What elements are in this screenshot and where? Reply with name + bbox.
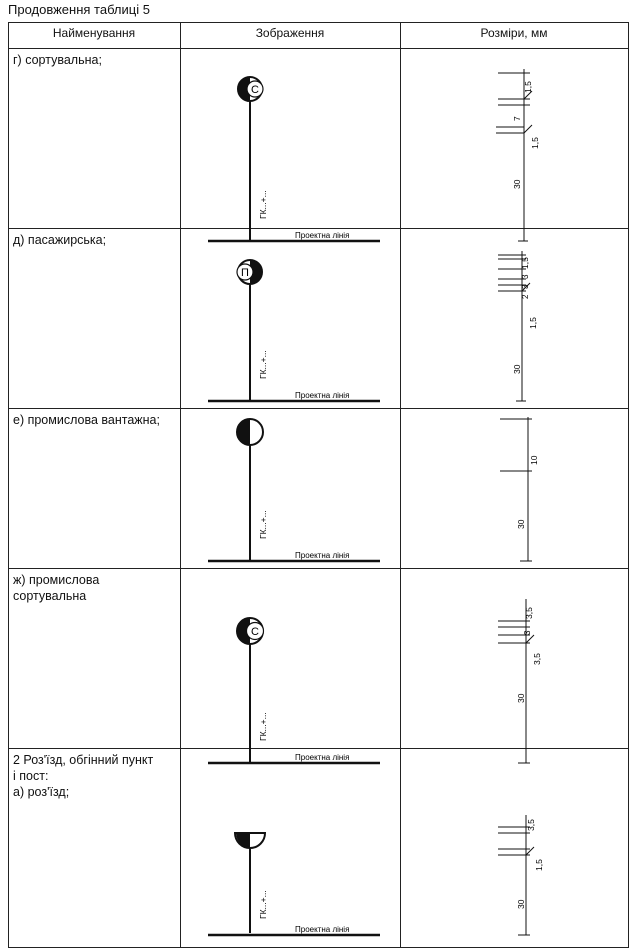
sign-disc <box>237 419 263 445</box>
design-line-label: Проектна лінія <box>295 753 350 762</box>
row-name-line: і пост: <box>13 769 49 783</box>
km-label: ГК...+... <box>258 510 268 539</box>
table-border-bottom <box>8 947 628 948</box>
dimension-value: 1,5 <box>520 257 530 269</box>
dimension-diagram <box>400 229 628 408</box>
signs-table <box>8 22 628 948</box>
row-name <box>13 572 99 604</box>
dimension-value: 3,5 <box>532 653 542 665</box>
sign-half-disc <box>235 833 265 848</box>
dimension-value: 30 <box>512 179 522 189</box>
dimension-value: 30 <box>516 693 526 703</box>
row-name-line: д) пасажирська; <box>13 233 107 247</box>
sign-image-industrial-cargo <box>180 409 400 568</box>
design-line-label: Проектна лінія <box>295 925 350 934</box>
dimension-value: 3 <box>521 284 530 289</box>
sign-disc <box>238 77 263 101</box>
dimension-value: 3,5 <box>526 819 536 831</box>
dimension-value: 7 <box>512 116 522 121</box>
dimension-value: 30 <box>516 899 526 909</box>
design-line-label: Проектна лінія <box>295 231 350 240</box>
design-line-label: Проектна лінія <box>295 551 350 560</box>
sign-letter: П <box>241 267 249 279</box>
sign-image-sorting <box>180 49 400 240</box>
header-dimensions: Розміри, мм <box>480 26 548 40</box>
sign-image-passenger <box>180 229 400 408</box>
row-name-line: ж) промислова <box>13 573 100 587</box>
dimension-value: 3 <box>523 630 532 635</box>
dimension-value: 30 <box>512 364 522 374</box>
dimension-diagram <box>400 569 628 748</box>
row-name-line: сортувальна <box>13 589 87 603</box>
design-line-label: Проектна лінія <box>295 391 350 400</box>
dimension-value: 30 <box>516 519 526 529</box>
dimension-value: 1,5 <box>523 81 533 93</box>
dimension-diagram <box>400 409 628 568</box>
dimension-value: 3 <box>521 274 530 279</box>
sign-disc <box>237 618 264 644</box>
dimension-value: 1,5 <box>534 859 544 871</box>
sign-image-junction <box>180 749 400 947</box>
row-name <box>13 412 160 428</box>
table-border-top <box>8 22 628 23</box>
km-label: ГК...+... <box>258 190 268 219</box>
row-name-line: а) роз'їзд; <box>13 785 70 799</box>
sign-letter: С <box>251 84 259 96</box>
dimension-value: 1,5 <box>530 137 540 149</box>
table-border-right <box>628 22 629 948</box>
table-border-left <box>8 22 9 948</box>
dimension-value: 1,5 <box>528 317 538 329</box>
header-image: Зображення <box>255 26 325 40</box>
row-name <box>13 752 153 800</box>
row-name <box>13 232 106 248</box>
sign-disc <box>237 260 262 284</box>
km-label: ГК...+... <box>258 890 268 919</box>
row-name-line: е) промислова вантажна; <box>13 413 160 427</box>
sign-image-industrial-sorting <box>180 569 400 762</box>
row-name <box>13 52 102 68</box>
row-name-line: 2 Роз'їзд, обгінний пункт <box>13 753 154 767</box>
dimension-value: 3,5 <box>524 607 534 619</box>
dimension-diagram <box>400 749 628 947</box>
row-name-line: г) сортувальна; <box>13 53 102 67</box>
km-label: ГК...+... <box>258 712 268 741</box>
km-label: ГК...+... <box>258 350 268 379</box>
dimension-value: 2 <box>521 294 530 299</box>
dimension-value: 10 <box>529 455 539 465</box>
sign-letter: С <box>251 626 259 638</box>
table-caption: Продовження таблиці 5 <box>8 2 150 17</box>
header-name: Найменування <box>52 26 136 40</box>
dimension-diagram <box>400 49 628 228</box>
